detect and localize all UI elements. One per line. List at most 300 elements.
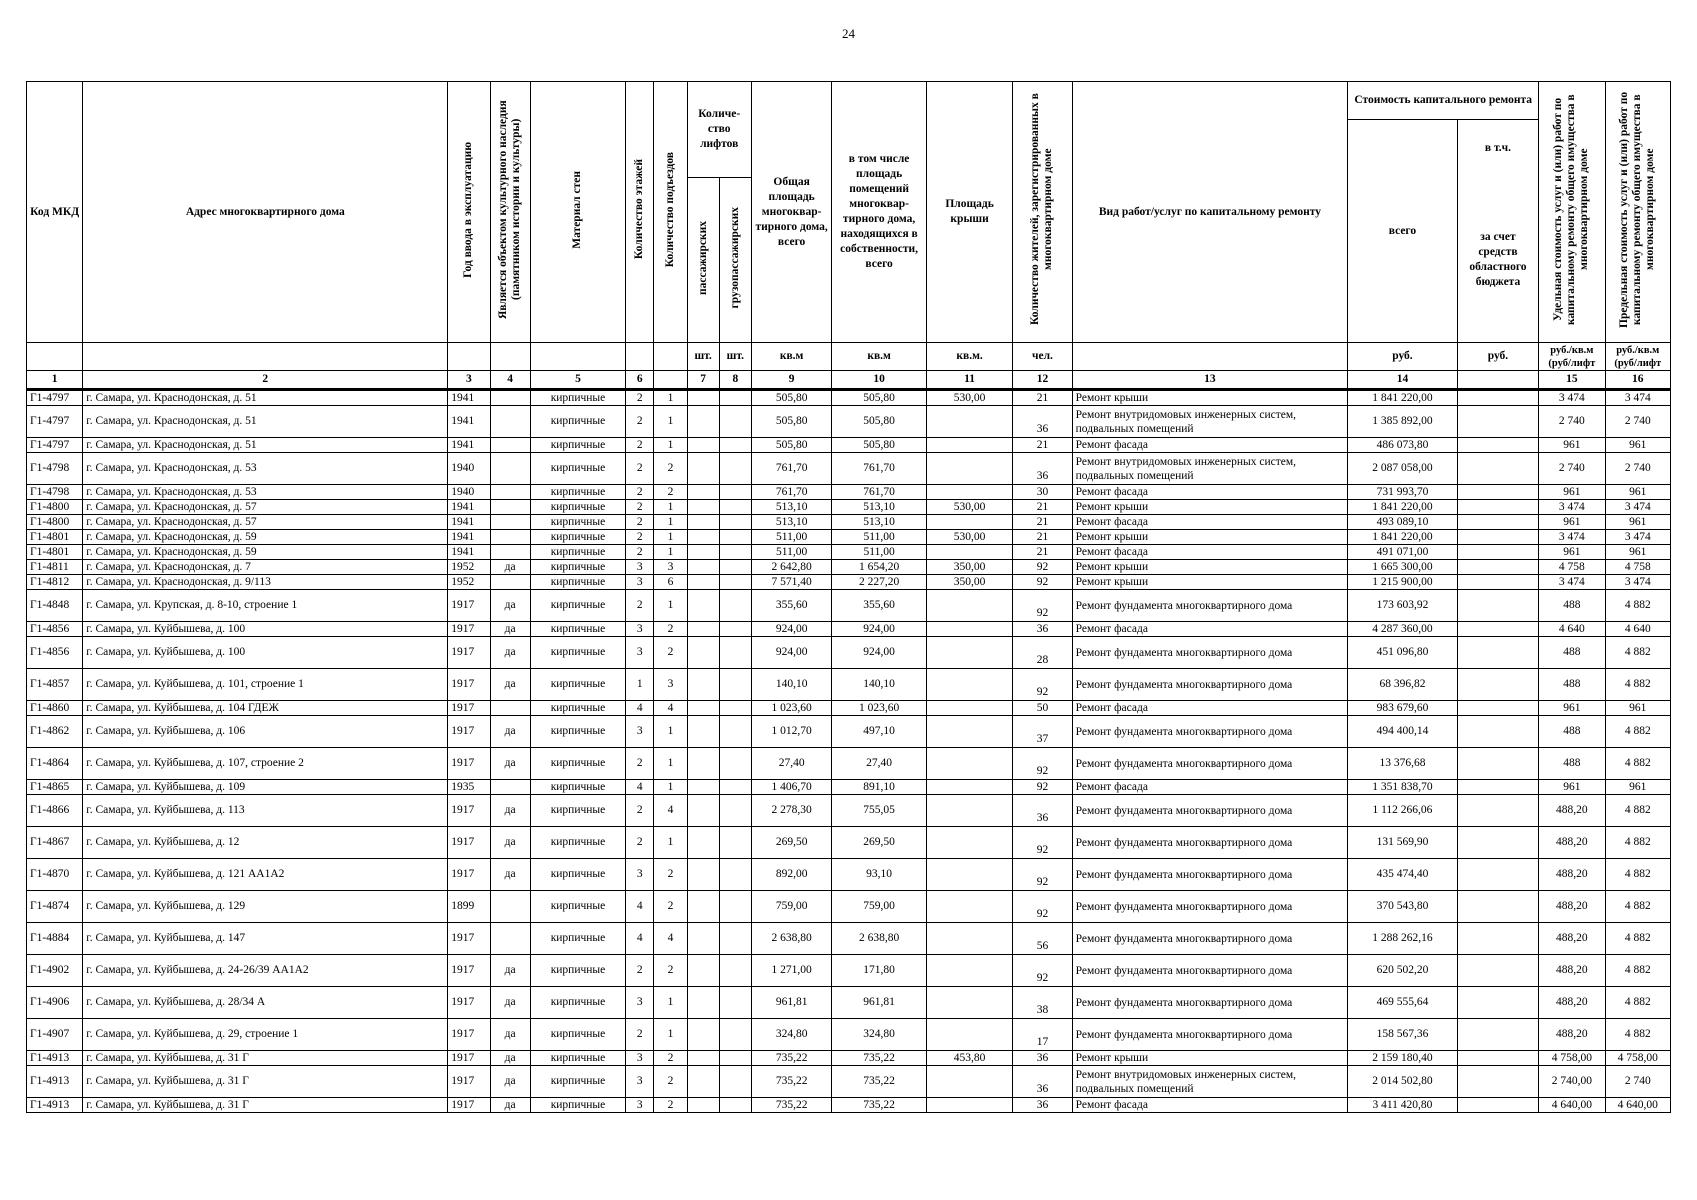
cell-work: Ремонт крыши <box>1072 575 1348 590</box>
cell-lp <box>687 390 719 406</box>
cell-lp <box>687 590 719 622</box>
cell-code: Г1-4906 <box>27 987 83 1019</box>
cell-walls: кирпичные <box>530 453 626 485</box>
cell-lc <box>719 891 751 923</box>
table-row <box>27 560 1671 575</box>
unit-residents: чел. <box>1013 343 1072 371</box>
header-lifts-passenger: пассажирских <box>687 178 719 343</box>
cell-entrances: 4 <box>654 701 687 716</box>
cell-entrances: 4 <box>654 795 687 827</box>
cell-roof <box>926 1066 1012 1098</box>
cell-walls: кирпичные <box>530 987 626 1019</box>
cell-code: Г1-4797 <box>27 438 83 453</box>
cell-floors: 3 <box>626 637 654 669</box>
cell-area: 511,00 <box>751 530 831 545</box>
cell-year: 1917 <box>448 669 490 701</box>
cell-work: Ремонт фасада <box>1072 701 1348 716</box>
cell-max: 2 740 <box>1605 1066 1670 1098</box>
cell-unit: 961 <box>1539 701 1605 716</box>
cell-address: г. Самара, ул. Куйбышева, д. 24-26/39 АА1А2 <box>83 955 448 987</box>
cell-year: 1917 <box>448 955 490 987</box>
cell-year: 1941 <box>448 390 490 406</box>
cell-code: Г1-4857 <box>27 669 83 701</box>
cell-entrances: 1 <box>654 827 687 859</box>
table-row <box>27 453 1671 485</box>
cell-cost: 494 400,14 <box>1348 716 1458 748</box>
cell-max: 4 882 <box>1605 1019 1670 1051</box>
column-number: 14 <box>1348 371 1458 390</box>
unit-owned-area: кв.м <box>832 343 927 371</box>
cell-budget <box>1457 560 1538 575</box>
cell-budget <box>1457 500 1538 515</box>
cell-cost: 1 112 266,06 <box>1348 795 1458 827</box>
cell-walls: кирпичные <box>530 716 626 748</box>
cell-year: 1917 <box>448 1066 490 1098</box>
cell-year: 1917 <box>448 637 490 669</box>
cell-work: Ремонт фундамента многоквартирного дома <box>1072 987 1348 1019</box>
table-row <box>27 438 1671 453</box>
table-row <box>27 1051 1671 1066</box>
cell-work: Ремонт фундамента многоквартирного дома <box>1072 827 1348 859</box>
cell-budget <box>1457 485 1538 500</box>
cell-lp <box>687 891 719 923</box>
cell-year: 1917 <box>448 716 490 748</box>
cell-cost: 435 474,40 <box>1348 859 1458 891</box>
header-heritage: Является объектом культурного наследия (памятником истории и культуры) <box>490 82 530 343</box>
cell-year: 1917 <box>448 590 490 622</box>
table-row <box>27 827 1671 859</box>
cell-roof <box>926 545 1012 560</box>
cell-lp <box>687 669 719 701</box>
cell-heritage: да <box>490 560 530 575</box>
table-row <box>27 891 1671 923</box>
header-cost-group: Стоимость капитального ремонта <box>1348 82 1539 120</box>
cell-lp <box>687 438 719 453</box>
cell-address: г. Самара, ул. Куйбышева, д. 104 ГДЕЖ <box>83 701 448 716</box>
cell-budget <box>1457 923 1538 955</box>
cell-residents: 28 <box>1013 637 1072 669</box>
header-residents: Количество жителей, зарегистрированных в многоквартирном доме <box>1013 82 1072 343</box>
cell-owned: 497,10 <box>832 716 927 748</box>
cell-roof <box>926 637 1012 669</box>
cell-floors: 2 <box>626 955 654 987</box>
cell-unit: 488,20 <box>1539 827 1605 859</box>
cell-area: 513,10 <box>751 500 831 515</box>
cell-residents: 92 <box>1013 827 1072 859</box>
cell-max: 3 474 <box>1605 575 1670 590</box>
cell-lc <box>719 622 751 637</box>
cell-unit: 488 <box>1539 716 1605 748</box>
cell-lp <box>687 622 719 637</box>
cell-floors: 3 <box>626 622 654 637</box>
cell-lc <box>719 795 751 827</box>
cell-residents: 36 <box>1013 795 1072 827</box>
header-work-type: Вид работ/услуг по капитальному ремонту <box>1072 82 1348 343</box>
cell-cost: 451 096,80 <box>1348 637 1458 669</box>
cell-lp <box>687 560 719 575</box>
cell-unit: 488,20 <box>1539 923 1605 955</box>
cell-area: 7 571,40 <box>751 575 831 590</box>
cell-owned: 269,50 <box>832 827 927 859</box>
cell-floors: 3 <box>626 859 654 891</box>
cell-lp <box>687 530 719 545</box>
cell-work: Ремонт фасада <box>1072 515 1348 530</box>
cell-floors: 4 <box>626 891 654 923</box>
cell-code: Г1-4874 <box>27 891 83 923</box>
cell-floors: 3 <box>626 1066 654 1098</box>
cell-floors: 4 <box>626 780 654 795</box>
table-row <box>27 637 1671 669</box>
cell-entrances: 2 <box>654 622 687 637</box>
cell-lp <box>687 955 719 987</box>
cell-budget <box>1457 955 1538 987</box>
cell-budget <box>1457 748 1538 780</box>
cell-max: 961 <box>1605 515 1670 530</box>
cell-cost: 731 993,70 <box>1348 485 1458 500</box>
cell-heritage <box>490 545 530 560</box>
cell-floors: 2 <box>626 500 654 515</box>
cell-year: 1941 <box>448 545 490 560</box>
cell-heritage: да <box>490 1019 530 1051</box>
cell-code: Г1-4913 <box>27 1098 83 1113</box>
header-unit-cost: Удельная стоимость услуг и (или) работ по капитальному ремонту общего имущества в многоквартирном доме <box>1539 82 1605 343</box>
cell-area: 735,22 <box>751 1066 831 1098</box>
cell-lc <box>719 530 751 545</box>
cell-residents: 92 <box>1013 560 1072 575</box>
cell-max: 3 474 <box>1605 390 1670 406</box>
cell-year: 1917 <box>448 622 490 637</box>
cell-code: Г1-4856 <box>27 637 83 669</box>
cell-budget <box>1457 438 1538 453</box>
cell-max: 4 758 <box>1605 560 1670 575</box>
cell-residents: 36 <box>1013 406 1072 438</box>
cell-cost: 1 385 892,00 <box>1348 406 1458 438</box>
cell-owned: 511,00 <box>832 530 927 545</box>
cell-work: Ремонт крыши <box>1072 1051 1348 1066</box>
cell-budget <box>1457 780 1538 795</box>
cell-lc <box>719 748 751 780</box>
cell-lp <box>687 1066 719 1098</box>
cell-code: Г1-4848 <box>27 590 83 622</box>
header-address: Адрес многоквартирного дома <box>83 82 448 343</box>
cell-unit: 961 <box>1539 515 1605 530</box>
cell-address: г. Самара, ул. Краснодонская, д. 53 <box>83 485 448 500</box>
cell-owned: 355,60 <box>832 590 927 622</box>
cell-unit: 4 640,00 <box>1539 1098 1605 1113</box>
cell-entrances: 3 <box>654 669 687 701</box>
cell-residents: 36 <box>1013 1066 1072 1098</box>
header-floors: Количество этажей <box>626 82 654 343</box>
cell-entrances: 2 <box>654 1098 687 1113</box>
cell-floors: 2 <box>626 590 654 622</box>
cell-area: 324,80 <box>751 1019 831 1051</box>
cell-area: 140,10 <box>751 669 831 701</box>
table-row <box>27 575 1671 590</box>
cell-work: Ремонт фундамента многоквартирного дома <box>1072 955 1348 987</box>
cell-lc <box>719 1066 751 1098</box>
cell-roof <box>926 485 1012 500</box>
cell-budget <box>1457 530 1538 545</box>
cell-cost: 491 071,00 <box>1348 545 1458 560</box>
cell-area: 1 012,70 <box>751 716 831 748</box>
cell-lc <box>719 716 751 748</box>
cell-work: Ремонт внутридомовых инженерных систем, подвальных помещений <box>1072 453 1348 485</box>
cell-year: 1941 <box>448 530 490 545</box>
cell-heritage <box>490 575 530 590</box>
header-lifts: Количе- ство лифтов <box>687 82 751 178</box>
cell-max: 4 640 <box>1605 622 1670 637</box>
cell-area: 924,00 <box>751 637 831 669</box>
cell-heritage <box>490 923 530 955</box>
cell-max: 4 882 <box>1605 923 1670 955</box>
cell-floors: 2 <box>626 530 654 545</box>
table-row <box>27 669 1671 701</box>
cell-roof: 530,00 <box>926 390 1012 406</box>
cell-year: 1940 <box>448 453 490 485</box>
cell-cost: 131 569,90 <box>1348 827 1458 859</box>
cell-residents: 36 <box>1013 453 1072 485</box>
table-row <box>27 530 1671 545</box>
cell-cost: 158 567,36 <box>1348 1019 1458 1051</box>
cell-lp <box>687 637 719 669</box>
cell-code: Г1-4913 <box>27 1051 83 1066</box>
cell-work: Ремонт фасада <box>1072 545 1348 560</box>
cell-area: 505,80 <box>751 406 831 438</box>
cell-lc <box>719 406 751 438</box>
cell-code: Г1-4902 <box>27 955 83 987</box>
cell-residents: 92 <box>1013 891 1072 923</box>
cell-residents: 38 <box>1013 987 1072 1019</box>
cell-lc <box>719 701 751 716</box>
cell-area: 505,80 <box>751 438 831 453</box>
cell-heritage: да <box>490 748 530 780</box>
cell-heritage: да <box>490 795 530 827</box>
cell-area: 505,80 <box>751 390 831 406</box>
cell-work: Ремонт внутридомовых инженерных систем, подвальных помещений <box>1072 1066 1348 1098</box>
cell-lp <box>687 575 719 590</box>
cell-roof <box>926 590 1012 622</box>
header-lifts-cargo: грузопассажирских <box>719 178 751 343</box>
cell-residents: 92 <box>1013 590 1072 622</box>
cell-cost: 983 679,60 <box>1348 701 1458 716</box>
table-row <box>27 500 1671 515</box>
unit-unit-cost: руб./кв.м (руб/лифт <box>1539 343 1605 371</box>
cell-roof <box>926 406 1012 438</box>
cell-lp <box>687 485 719 500</box>
cell-unit: 2 740,00 <box>1539 1066 1605 1098</box>
cell-work: Ремонт крыши <box>1072 500 1348 515</box>
cell-owned: 761,70 <box>832 485 927 500</box>
cell-lc <box>719 827 751 859</box>
cell-entrances: 1 <box>654 590 687 622</box>
cell-unit: 4 640 <box>1539 622 1605 637</box>
cell-entrances: 1 <box>654 545 687 560</box>
cell-heritage: да <box>490 1066 530 1098</box>
unit-lifts-cargo: шт. <box>719 343 751 371</box>
cell-walls: кирпичные <box>530 1066 626 1098</box>
cell-lc <box>719 780 751 795</box>
cell-lp <box>687 453 719 485</box>
cell-cost: 370 543,80 <box>1348 891 1458 923</box>
cell-entrances: 2 <box>654 859 687 891</box>
cell-code: Г1-4884 <box>27 923 83 955</box>
cell-budget <box>1457 637 1538 669</box>
cell-roof: 350,00 <box>926 560 1012 575</box>
cell-work: Ремонт фундамента многоквартирного дома <box>1072 637 1348 669</box>
cell-code: Г1-4866 <box>27 795 83 827</box>
cell-entrances: 2 <box>654 891 687 923</box>
cell-walls: кирпичные <box>530 575 626 590</box>
cell-year: 1952 <box>448 575 490 590</box>
cell-floors: 3 <box>626 1098 654 1113</box>
cell-year: 1941 <box>448 500 490 515</box>
cell-address: г. Самара, ул. Краснодонская, д. 59 <box>83 530 448 545</box>
cell-lc <box>719 485 751 500</box>
cell-owned: 924,00 <box>832 637 927 669</box>
cell-lp <box>687 500 719 515</box>
cell-walls: кирпичные <box>530 406 626 438</box>
cell-cost: 2 087 058,00 <box>1348 453 1458 485</box>
cell-heritage: да <box>490 1051 530 1066</box>
cell-budget <box>1457 891 1538 923</box>
column-number: 16 <box>1605 371 1670 390</box>
cell-walls: кирпичные <box>530 590 626 622</box>
cell-unit: 3 474 <box>1539 390 1605 406</box>
cell-owned: 505,80 <box>832 438 927 453</box>
cell-floors: 3 <box>626 987 654 1019</box>
header-code: Код МКД <box>27 82 83 343</box>
cell-owned: 513,10 <box>832 500 927 515</box>
cell-address: г. Самара, ул. Куйбышева, д. 29, строение 1 <box>83 1019 448 1051</box>
cell-budget <box>1457 859 1538 891</box>
cell-year: 1917 <box>448 1098 490 1113</box>
cell-cost: 4 287 360,00 <box>1348 622 1458 637</box>
cell-floors: 3 <box>626 716 654 748</box>
cell-work: Ремонт крыши <box>1072 390 1348 406</box>
cell-floors: 3 <box>626 560 654 575</box>
cell-budget <box>1457 669 1538 701</box>
cell-heritage: да <box>490 622 530 637</box>
cell-entrances: 1 <box>654 1019 687 1051</box>
cell-floors: 2 <box>626 827 654 859</box>
cell-budget <box>1457 795 1538 827</box>
cell-owned: 324,80 <box>832 1019 927 1051</box>
cell-cost: 1 841 220,00 <box>1348 500 1458 515</box>
cell-walls: кирпичные <box>530 622 626 637</box>
cell-owned: 171,80 <box>832 955 927 987</box>
cell-address: г. Самара, ул. Краснодонская, д. 59 <box>83 545 448 560</box>
column-numbers-row <box>27 371 1671 390</box>
cell-work: Ремонт фундамента многоквартирного дома <box>1072 795 1348 827</box>
cell-address: г. Самара, ул. Куйбышева, д. 107, строение 2 <box>83 748 448 780</box>
table-row <box>27 859 1671 891</box>
column-number: 12 <box>1013 371 1072 390</box>
cell-area: 513,10 <box>751 515 831 530</box>
cell-floors: 4 <box>626 923 654 955</box>
cell-heritage: да <box>490 669 530 701</box>
cell-roof <box>926 1019 1012 1051</box>
table-row <box>27 390 1671 406</box>
cell-year: 1941 <box>448 406 490 438</box>
cell-cost: 493 089,10 <box>1348 515 1458 530</box>
cell-address: г. Самара, ул. Краснодонская, д. 51 <box>83 406 448 438</box>
cell-cost: 620 502,20 <box>1348 955 1458 987</box>
cell-code: Г1-4862 <box>27 716 83 748</box>
cell-residents: 21 <box>1013 515 1072 530</box>
cell-heritage <box>490 453 530 485</box>
table-row <box>27 1066 1671 1098</box>
cell-max: 4 882 <box>1605 987 1670 1019</box>
table-row <box>27 780 1671 795</box>
cell-year: 1917 <box>448 827 490 859</box>
cell-work: Ремонт фасада <box>1072 622 1348 637</box>
cell-residents: 37 <box>1013 716 1072 748</box>
cell-entrances: 1 <box>654 987 687 1019</box>
cell-unit: 488,20 <box>1539 859 1605 891</box>
cell-code: Г1-4801 <box>27 545 83 560</box>
cell-budget <box>1457 406 1538 438</box>
cell-address: г. Самара, ул. Куйбышева, д. 28/34 А <box>83 987 448 1019</box>
cell-year: 1935 <box>448 780 490 795</box>
cell-max: 2 740 <box>1605 406 1670 438</box>
cell-walls: кирпичные <box>530 500 626 515</box>
cell-roof <box>926 987 1012 1019</box>
cell-heritage <box>490 530 530 545</box>
cell-cost: 2 159 180,40 <box>1348 1051 1458 1066</box>
cell-owned: 735,22 <box>832 1051 927 1066</box>
cell-area: 1 023,60 <box>751 701 831 716</box>
cell-cost: 3 411 420,80 <box>1348 1098 1458 1113</box>
table-row <box>27 1019 1671 1051</box>
cell-walls: кирпичные <box>530 701 626 716</box>
cell-entrances: 2 <box>654 1051 687 1066</box>
cell-budget <box>1457 590 1538 622</box>
cell-year: 1917 <box>448 987 490 1019</box>
cell-lc <box>719 575 751 590</box>
cell-owned: 140,10 <box>832 669 927 701</box>
cell-unit: 488 <box>1539 669 1605 701</box>
cell-roof <box>926 795 1012 827</box>
cell-entrances: 1 <box>654 748 687 780</box>
cell-heritage <box>490 891 530 923</box>
cell-owned: 755,05 <box>832 795 927 827</box>
cell-year: 1899 <box>448 891 490 923</box>
cell-address: г. Самара, ул. Крупская, д. 8-10, строение 1 <box>83 590 448 622</box>
table-row <box>27 716 1671 748</box>
cell-address: г. Самара, ул. Краснодонская, д. 9/113 <box>83 575 448 590</box>
cell-entrances: 2 <box>654 955 687 987</box>
cell-budget <box>1457 453 1538 485</box>
cell-max: 4 882 <box>1605 859 1670 891</box>
column-number: 10 <box>832 371 927 390</box>
cell-cost: 1 288 262,16 <box>1348 923 1458 955</box>
cell-budget <box>1457 827 1538 859</box>
column-number: 7 <box>687 371 719 390</box>
unit-cost-total: руб. <box>1348 343 1458 371</box>
cell-floors: 3 <box>626 575 654 590</box>
cell-residents: 92 <box>1013 859 1072 891</box>
cell-max: 4 882 <box>1605 795 1670 827</box>
column-number: 11 <box>926 371 1012 390</box>
column-number <box>654 371 687 390</box>
cell-residents: 92 <box>1013 955 1072 987</box>
cell-work: Ремонт фасада <box>1072 485 1348 500</box>
cell-floors: 2 <box>626 485 654 500</box>
column-number: 2 <box>83 371 448 390</box>
cell-unit: 961 <box>1539 545 1605 560</box>
cell-area: 269,50 <box>751 827 831 859</box>
cell-residents: 36 <box>1013 1051 1072 1066</box>
